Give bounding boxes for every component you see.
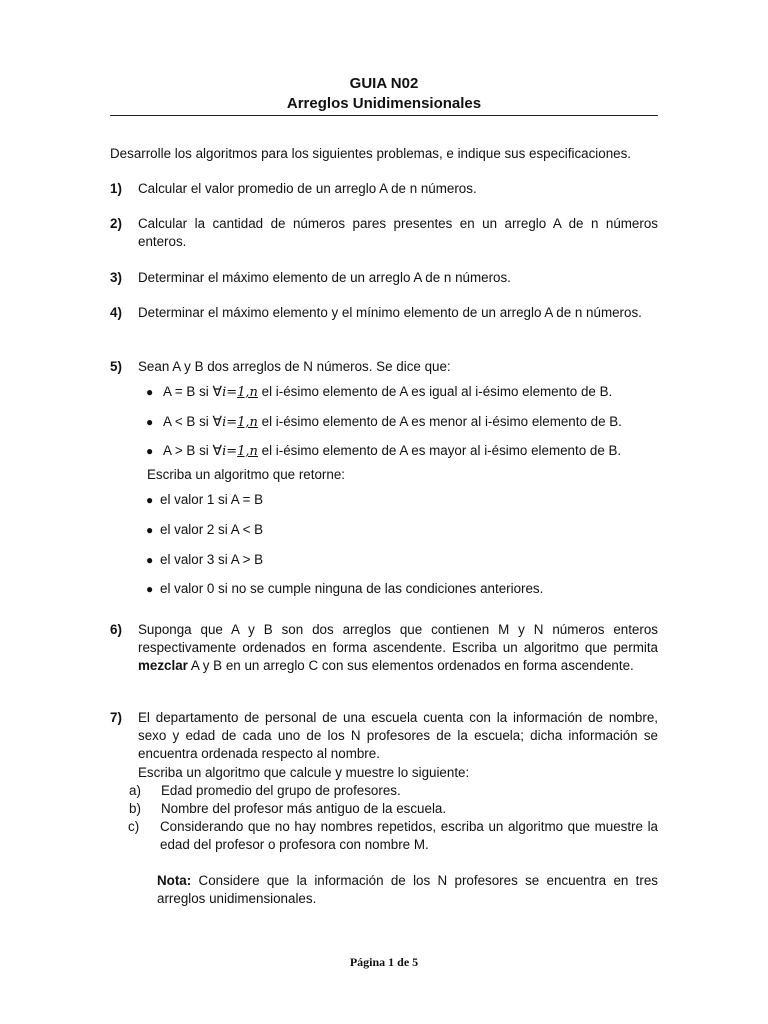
- note-label: Nota:: [157, 873, 192, 888]
- bullet-icon: ●: [146, 415, 154, 429]
- forall-symbol: ∀: [212, 414, 223, 430]
- document-title: GUIA N02: [349, 75, 419, 92]
- index-variable: i=: [222, 385, 238, 400]
- problem-number: 6): [110, 622, 122, 637]
- condition-equal: [146, 383, 612, 402]
- problem-text: Determinar el máximo elemento de un arreglo A de n números.: [138, 270, 511, 285]
- problem-text: El departamento de personal de una escuela cuenta con la información de nombre, sexo y edad de cada uno de los N profesores de la escuela; dicha información se encuentra ordenada respecto al nombre.: [138, 710, 658, 761]
- bullet-icon: ●: [146, 523, 154, 537]
- condition-rhs: el i-ésimo elemento de A es igual al i-ésimo elemento de B.: [261, 384, 613, 399]
- index-range: 1,n: [237, 385, 258, 400]
- condition-lhs: A < B si: [162, 414, 209, 429]
- emphasis-mezclar: mezclar: [138, 658, 188, 673]
- index-range: 1,n: [237, 415, 258, 430]
- problem-text: Calcular la cantidad de números pares presentes en un arreglo A de n números enteros.: [138, 216, 658, 249]
- subitem-label: b): [129, 801, 141, 816]
- forall-symbol: ∀: [212, 384, 223, 400]
- condition-lhs: A > B si: [162, 443, 209, 458]
- return-item: ● el valor 1 si A = B: [146, 492, 264, 507]
- forall-symbol: ∀: [212, 443, 223, 459]
- bullet-icon: ●: [146, 444, 154, 458]
- document-subtitle: Arreglos Unidimensionales: [286, 95, 482, 112]
- return-prompt: Escriba un algoritmo que retorne:: [147, 467, 345, 482]
- return-item: ● el valor 2 si A < B: [146, 522, 264, 537]
- bullet-icon: ●: [146, 493, 154, 507]
- page-footer: Página 1 de 5: [349, 955, 419, 969]
- bullet-icon: ●: [146, 582, 154, 596]
- problem-text: Suponga que A y B son dos arreglos que contienen M y N números enteros respectivamente ordenados en forma ascendente. Escriba un algoritmo que permita mezclar A y B en un arreglo C con sus elementos ordenados en forma ascendente.: [138, 622, 658, 673]
- problem-text: Calcular el valor promedio de un arreglo A de n números.: [138, 181, 477, 196]
- forall-expression: [213, 444, 258, 459]
- index-range: 1,n: [237, 444, 258, 459]
- problem-text: Sean A y B dos arreglos de N números. Se dice que:: [138, 359, 451, 374]
- subitem-label: c): [128, 819, 140, 834]
- problem-prompt: Escriba un algoritmo que calcule y muestre lo siguiente:: [138, 765, 470, 780]
- condition-lhs: A = B si: [162, 384, 209, 399]
- note-text: Considere que la información de los N profesores se encuentra en tres arreglos unidimensionales.: [157, 873, 658, 906]
- condition-greater: [146, 442, 621, 461]
- condition-less: [146, 413, 622, 432]
- problem-text: Determinar el máximo elemento y el mínimo elemento de un arreglo A de n números.: [138, 305, 642, 320]
- bullet-icon: ●: [146, 385, 154, 399]
- index-variable: i=: [222, 415, 238, 430]
- problem-number: 2): [110, 216, 122, 231]
- title-divider: [110, 115, 658, 116]
- condition-rhs: el i-ésimo elemento de A es mayor al i-ésimo elemento de B.: [261, 443, 622, 458]
- subitem-label: a): [129, 783, 141, 798]
- problem-number: 3): [110, 270, 122, 285]
- intro-text: Desarrolle los algoritmos para los siguientes problemas, e indique sus especificaciones.: [110, 146, 632, 161]
- return-item: ● el valor 3 si A > B: [146, 552, 264, 567]
- problem-number: 5): [110, 359, 122, 374]
- note: [157, 872, 658, 908]
- forall-expression: [213, 385, 258, 400]
- condition-rhs: el i-ésimo elemento de A es menor al i-ésimo elemento de B.: [261, 414, 622, 429]
- index-variable: i=: [222, 444, 238, 459]
- problem-number: 7): [110, 710, 122, 725]
- document-page: GUIA N02 Arreglos Unidimensionales Desarrolle los algoritmos para los siguientes problemas, e indique sus especificaciones. 1) Calcular el valor promedio de un arreglo A de n números. 2) Calcular la cantidad de números pares presentes en un arreglo A de n números enteros. 3) Determinar el máximo elemento de un arreglo A de n números. 4) Determinar el máximo elemento y el mínimo elemento de un arreglo A de n números. 5) Sean A y B dos arreglos de N números. Se dice que: ● A = B si ∀i=1,n el i-ésimo elemento de A es igual al i-ésimo elemento de B. ● A < B si ∀i=1,n el i-ésimo elemento de A es menor al i-ésimo elemento de B. ● A > B si ∀i=1,n el i-ésimo elemento de A es mayor al i-ésimo elemento de B. Escriba un algoritmo que retorne: ● el valor 1 si A = B ● el valor 2 si A < B ● el valor 3 si A > B ● el valor 0 si no se cumple ninguna de las condiciones anteriores. 6) Suponga que A y B son dos arreglos que contienen M y N números enteros respectivamente ordenados en forma ascendente. Escriba un algoritmo que permita mezclar A y B en un arreglo C con sus elementos ordenados en forma ascendente. 7) El departamento de personal de una escuela cuenta con la información de nombre, sexo y edad de cada uno de los N profesores de la escuela; dicha información se encuentra ordenada respecto al nombre. Escriba un algoritmo que calcule y muestre lo siguiente: a) Edad promedio del grupo de profesores. b) Nombre del profesor más antiguo de la escuela. c) Considerando que no hay nombres repetidos, escriba un algoritmo que muestre la edad del profesor o profesora con nombre M. Nota: Considere que la información de los N profesores se encuentra en tres arreglos unidimensionales. Página 1 de 5: [0, 0, 768, 1024]
- problem-number: 1): [110, 181, 122, 196]
- bullet-icon: ●: [146, 553, 154, 567]
- forall-expression: [213, 415, 258, 430]
- problem-number: 4): [110, 305, 122, 320]
- return-item: ● el valor 0 si no se cumple ninguna de las condiciones anteriores.: [146, 581, 544, 596]
